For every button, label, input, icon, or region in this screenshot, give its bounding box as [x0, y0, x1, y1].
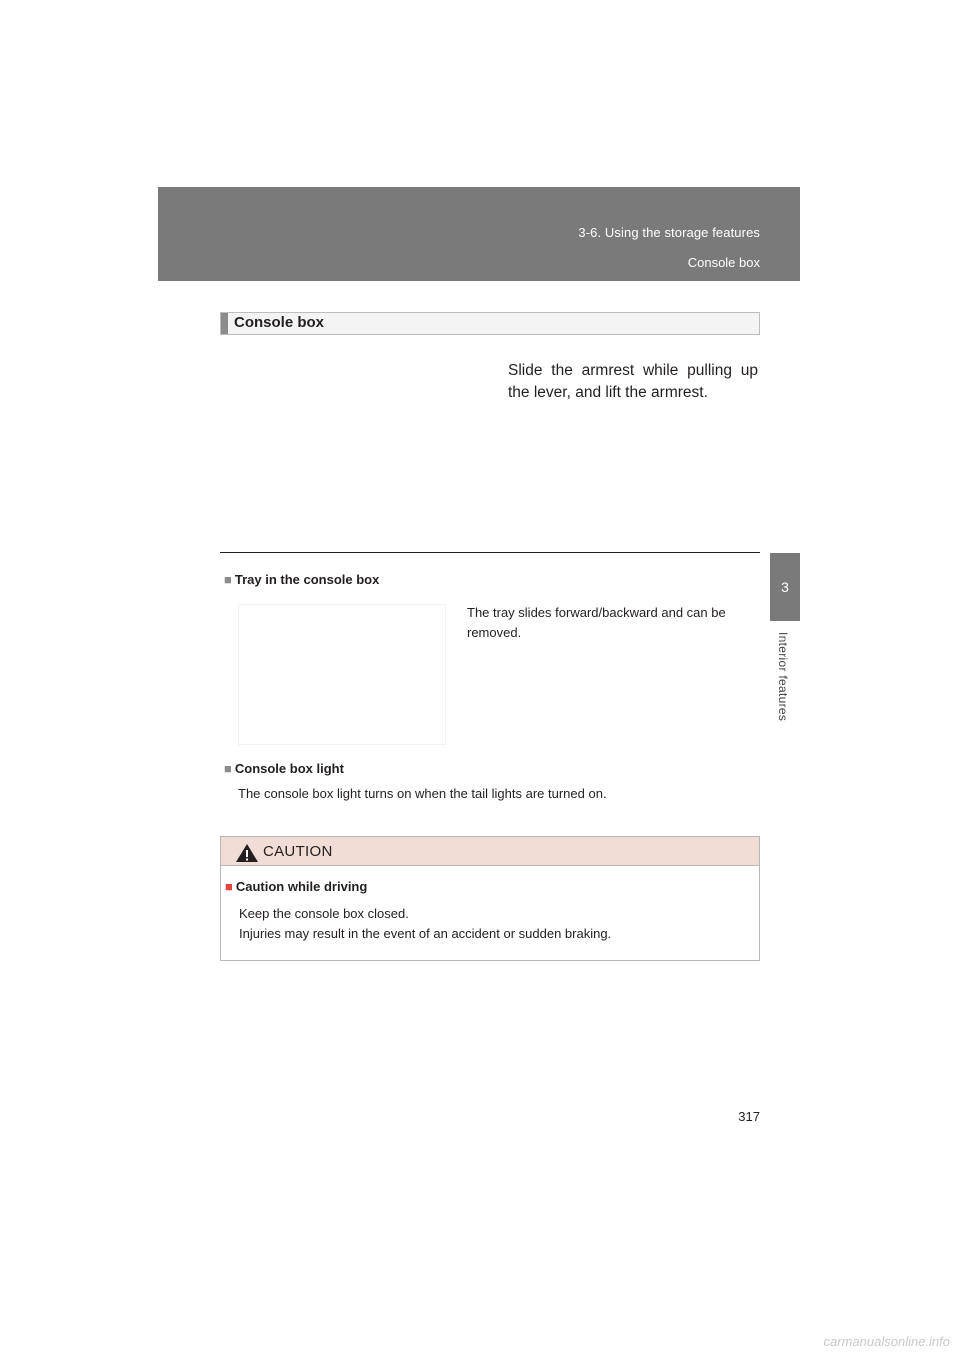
section-title: Console box [234, 314, 325, 331]
console-light-heading-text: Console box light [234, 761, 344, 776]
tray-figure [238, 604, 446, 745]
console-light-heading [224, 761, 344, 776]
caution-heading-text: Caution while driving [235, 879, 368, 894]
bullet-square-icon: ■ [225, 879, 233, 894]
bullet-square-icon: ■ [224, 572, 232, 587]
caution-header [221, 837, 759, 866]
tray-heading [224, 572, 379, 587]
page-header-band [158, 187, 800, 281]
bullet-square-icon: ■ [224, 761, 232, 776]
caution-line-1: Keep the console box closed. [239, 906, 409, 921]
section-title-accent [221, 313, 228, 334]
chapter-label: Interior features [776, 632, 790, 722]
caution-label: CAUTION [263, 843, 333, 860]
tray-heading-text: Tray in the console box [234, 572, 380, 587]
page-number: 317 [738, 1109, 760, 1124]
caution-line-2: Injuries may result in the event of an accident or sudden braking. [239, 926, 612, 941]
section-title-bar [220, 312, 760, 335]
watermark: carmanualsonline.info [823, 1334, 950, 1349]
console-light-description: The console box light turns on when the tail lights are turned on. [238, 786, 607, 801]
caution-box [220, 836, 760, 961]
header-section-title: 3-6. Using the storage features [578, 225, 760, 240]
caution-heading [225, 879, 367, 894]
section-divider [220, 552, 760, 553]
warning-triangle-icon [235, 843, 259, 863]
chapter-tab [770, 553, 800, 621]
section-intro-text: Slide the armrest while pulling up the lever, and lift the armrest. [508, 362, 758, 401]
chapter-number: 3 [781, 579, 789, 595]
tray-description: The tray slides forward/backward and can be removed. [467, 605, 726, 640]
header-subsection-title: Console box [687, 255, 760, 270]
armrest-figure [222, 345, 492, 540]
